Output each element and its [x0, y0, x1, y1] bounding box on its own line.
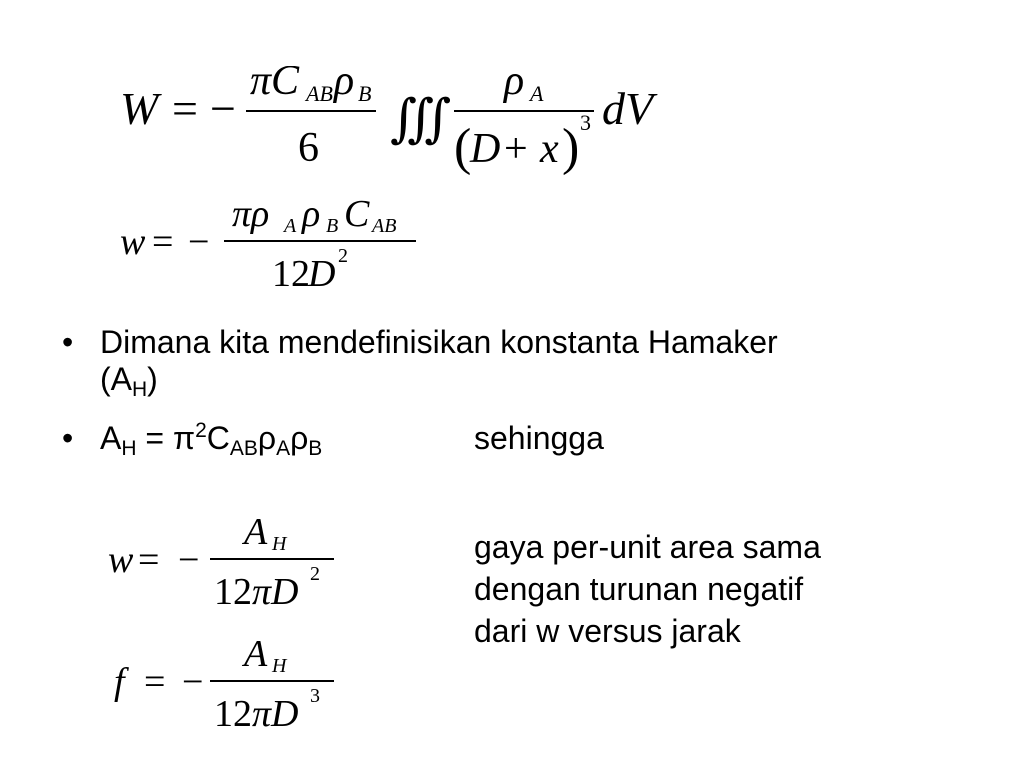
svg-text:∭: ∭: [390, 91, 452, 148]
svg-text:AB: AB: [372, 215, 397, 237]
explanation-line-2: dengan turunan negatif: [474, 571, 804, 607]
svg-text:πD: πD: [252, 693, 299, 735]
svg-text:(: (: [454, 119, 472, 176]
svg-text:12: 12: [214, 693, 252, 735]
svg-text:A: A: [530, 81, 544, 106]
svg-text:=: =: [144, 661, 166, 703]
equation-W: [120, 66, 680, 186]
svg-text:=: =: [152, 221, 174, 263]
svg-text:w: w: [120, 221, 146, 263]
svg-text:2: 2: [310, 563, 320, 585]
svg-text:−: −: [182, 661, 204, 703]
equation-f-hamaker: [104, 628, 364, 740]
svg-text:D: D: [308, 253, 336, 292]
equation-f-hamaker-svg: [104, 628, 364, 740]
svg-text:f: f: [114, 661, 125, 703]
equation-w-hamaker: [104, 506, 364, 618]
explanation-line-1: gaya per-unit area sama: [474, 529, 821, 565]
explanation-line-3: dari w versus jarak: [474, 613, 741, 649]
svg-text:12: 12: [214, 571, 252, 613]
svg-text:+: +: [504, 126, 528, 172]
svg-text:ρ: ρ: [302, 193, 321, 235]
bullet-marker-1: •: [62, 324, 74, 360]
svg-text:=: =: [138, 539, 160, 581]
svg-text:): ): [562, 119, 580, 176]
svg-text:6: 6: [298, 125, 319, 171]
equation-w-interaction-svg: [120, 188, 440, 292]
svg-text:C: C: [344, 193, 370, 235]
svg-text:A: A: [244, 511, 268, 553]
svg-text:3: 3: [580, 110, 591, 135]
bullet-text-1: [100, 324, 1000, 401]
bullet-marker-2: •: [62, 420, 74, 456]
svg-text:AB: AB: [306, 81, 333, 106]
svg-text:H: H: [272, 533, 287, 555]
bullet-2-after-text: sehingga: [474, 420, 604, 456]
svg-text:dV: dV: [602, 83, 654, 134]
svg-text:A: A: [244, 633, 268, 675]
equation-w-interaction: [120, 188, 440, 292]
svg-text:12: 12: [272, 253, 310, 292]
svg-text:πC: πC: [250, 66, 300, 104]
svg-text:3: 3: [310, 685, 320, 707]
svg-text:−: −: [210, 83, 236, 134]
svg-text:=: =: [172, 83, 198, 134]
svg-text:D: D: [470, 126, 501, 172]
svg-text:ρ: ρ: [334, 66, 355, 104]
equation-w-hamaker-svg: [104, 506, 364, 618]
svg-text:ρ: ρ: [504, 66, 525, 104]
svg-text:B: B: [326, 215, 339, 237]
svg-text:−: −: [188, 221, 210, 263]
svg-text:πD: πD: [252, 571, 299, 613]
svg-text:W: W: [120, 83, 159, 134]
bullet-1-line1: Dimana kita mendefinisikan konstanta Hamaker: [100, 324, 778, 360]
svg-text:πρ: πρ: [232, 193, 270, 235]
svg-text:A: A: [284, 215, 297, 237]
svg-text:2: 2: [338, 245, 348, 267]
svg-text:w: w: [108, 539, 134, 581]
explanation-text: [474, 526, 994, 652]
equation-W-svg: [120, 66, 680, 186]
svg-text:−: −: [178, 539, 200, 581]
bullet-1-line2: (AH): [100, 361, 158, 401]
svg-text:x: x: [540, 126, 559, 172]
svg-text:H: H: [272, 655, 287, 677]
svg-text:B: B: [358, 81, 372, 106]
bullet-text-2: AH = $\pi^2CAB\rho A\rho B$: [100, 419, 323, 460]
